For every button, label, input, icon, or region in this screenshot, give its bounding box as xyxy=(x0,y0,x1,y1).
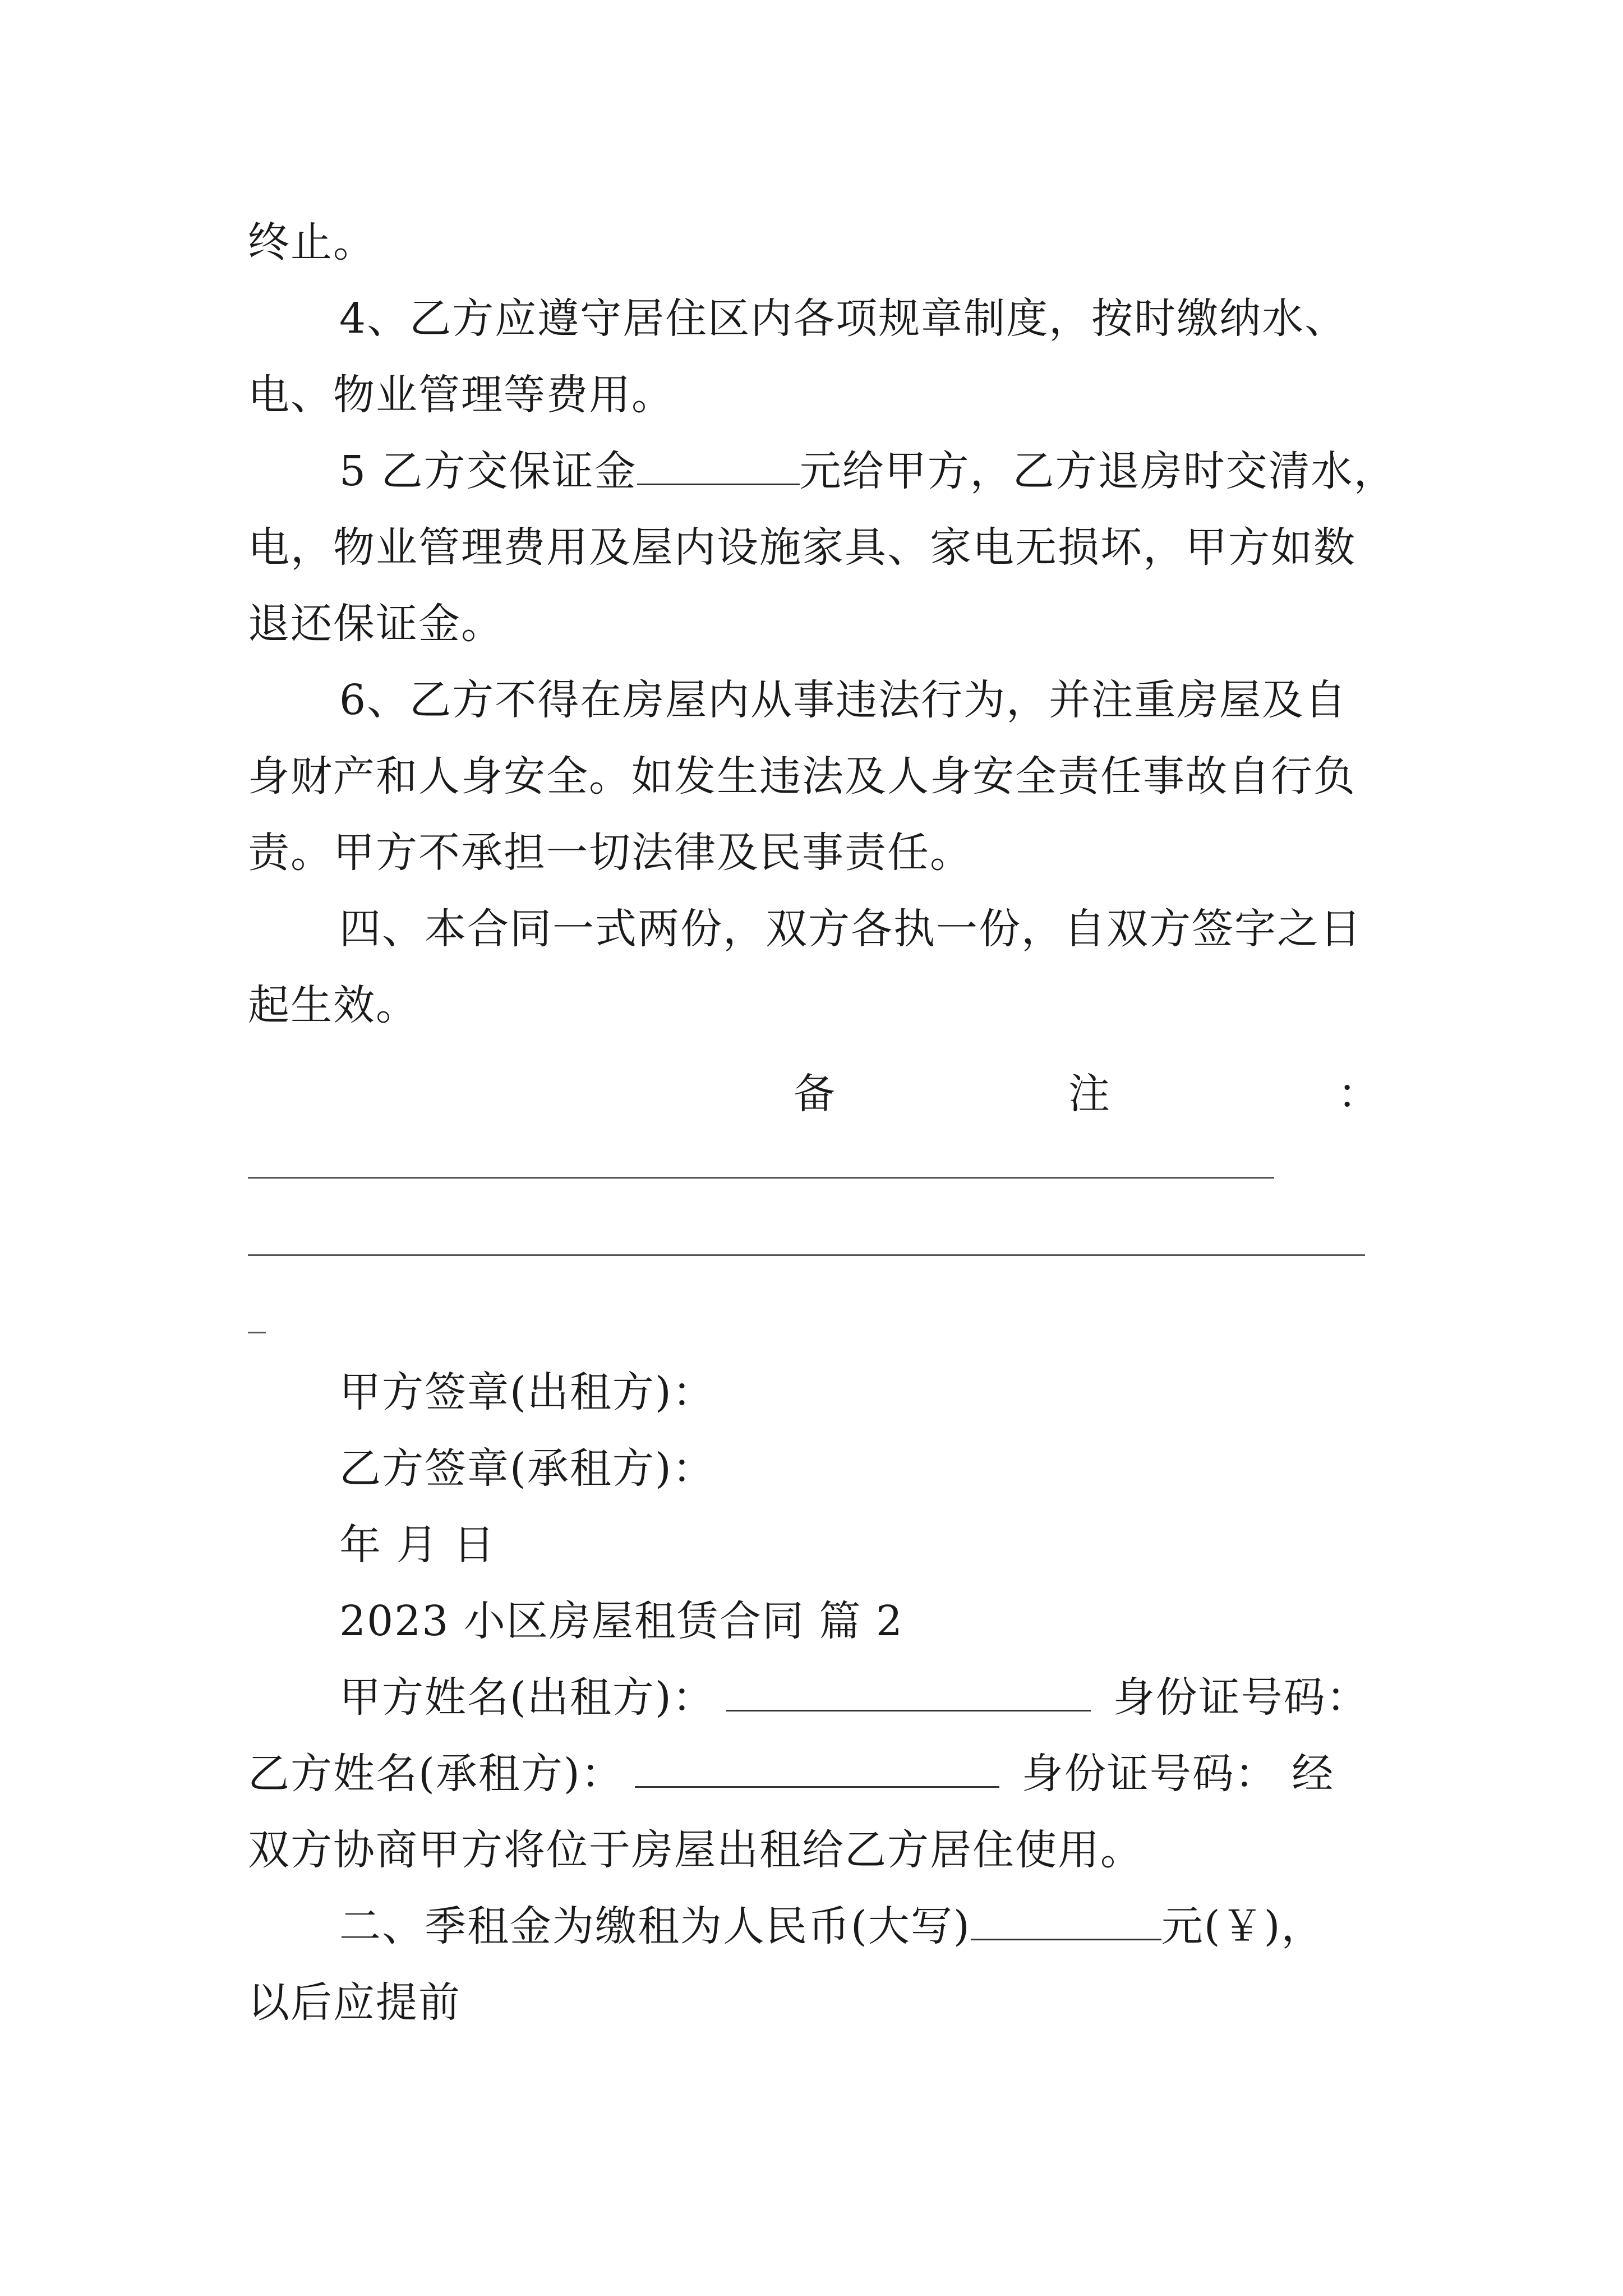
paragraph-line xyxy=(339,1669,1369,1726)
remark-blank-line xyxy=(248,1254,1365,1256)
blank-lessor-name xyxy=(726,1676,1091,1711)
text-span: 乙方姓名(承租方)： xyxy=(248,1750,624,1798)
blank-deposit-amount xyxy=(637,450,800,485)
remark-blank-line xyxy=(248,1332,266,1333)
text-span: 身份证号码： xyxy=(1113,1673,1369,1722)
paragraph-line: 责。甲方不承担一切法律及民事责任。 xyxy=(248,829,972,877)
remark-label-colon: ： xyxy=(1338,1070,1379,1118)
text-span: 身份证号码： 经 xyxy=(1021,1750,1335,1798)
text-span: 元(￥)， xyxy=(1161,1902,1324,1950)
paragraph-line: 四、本合同一式两份，双方各执一份，自双方签字之日 xyxy=(339,905,1362,953)
remark-blank-line xyxy=(248,1177,1274,1179)
section-title: 2023 小区房屋租赁合同 篇 2 xyxy=(339,1597,903,1645)
paragraph-line: 4、乙方应遵守居住区内各项规章制度，按时缴纳水、 xyxy=(339,295,1348,343)
paragraph-line xyxy=(248,1746,1334,1802)
signature-party-b: 乙方签章(承租方)： xyxy=(339,1444,715,1493)
blank-rent-amount xyxy=(971,1905,1161,1940)
text-span: 5 乙方交保证金 xyxy=(339,447,637,495)
remark-label-char: 备 xyxy=(794,1070,835,1118)
remark-label-char: 注 xyxy=(1068,1070,1110,1118)
paragraph-line xyxy=(339,1898,1324,1954)
paragraph-line: 6、乙方不得在房屋内从事违法行为，并注重房屋及自 xyxy=(339,676,1348,724)
paragraph-line: 电、物业管理等费用。 xyxy=(248,371,674,419)
paragraph-line: 终止。 xyxy=(248,218,376,266)
paragraph-line: 以后应提前 xyxy=(248,1978,461,2027)
signature-date: 年 月 日 xyxy=(339,1521,496,1569)
paragraph-line xyxy=(339,443,1396,499)
text-span: 二、季租金为缴租为人民币(大写) xyxy=(339,1902,971,1950)
signature-party-a: 甲方签章(出租方)： xyxy=(339,1368,715,1416)
paragraph-line: 电，物业管理费用及屋内设施家具、家电无损坏，甲方如数 xyxy=(248,523,1356,572)
text-span: 元给甲方，乙方退房时交清水， xyxy=(799,447,1396,495)
paragraph-line: 身财产和人身安全。如发生违法及人身安全责任事故自行负 xyxy=(248,752,1356,800)
blank-lessee-name xyxy=(635,1752,999,1788)
text-span: 甲方姓名(出租方)： xyxy=(339,1673,715,1722)
paragraph-line: 起生效。 xyxy=(248,981,418,1029)
paragraph-line: 退还保证金。 xyxy=(248,600,504,648)
paragraph-line: 双方协商甲方将位于房屋出租给乙方居住使用。 xyxy=(248,1826,1143,1874)
